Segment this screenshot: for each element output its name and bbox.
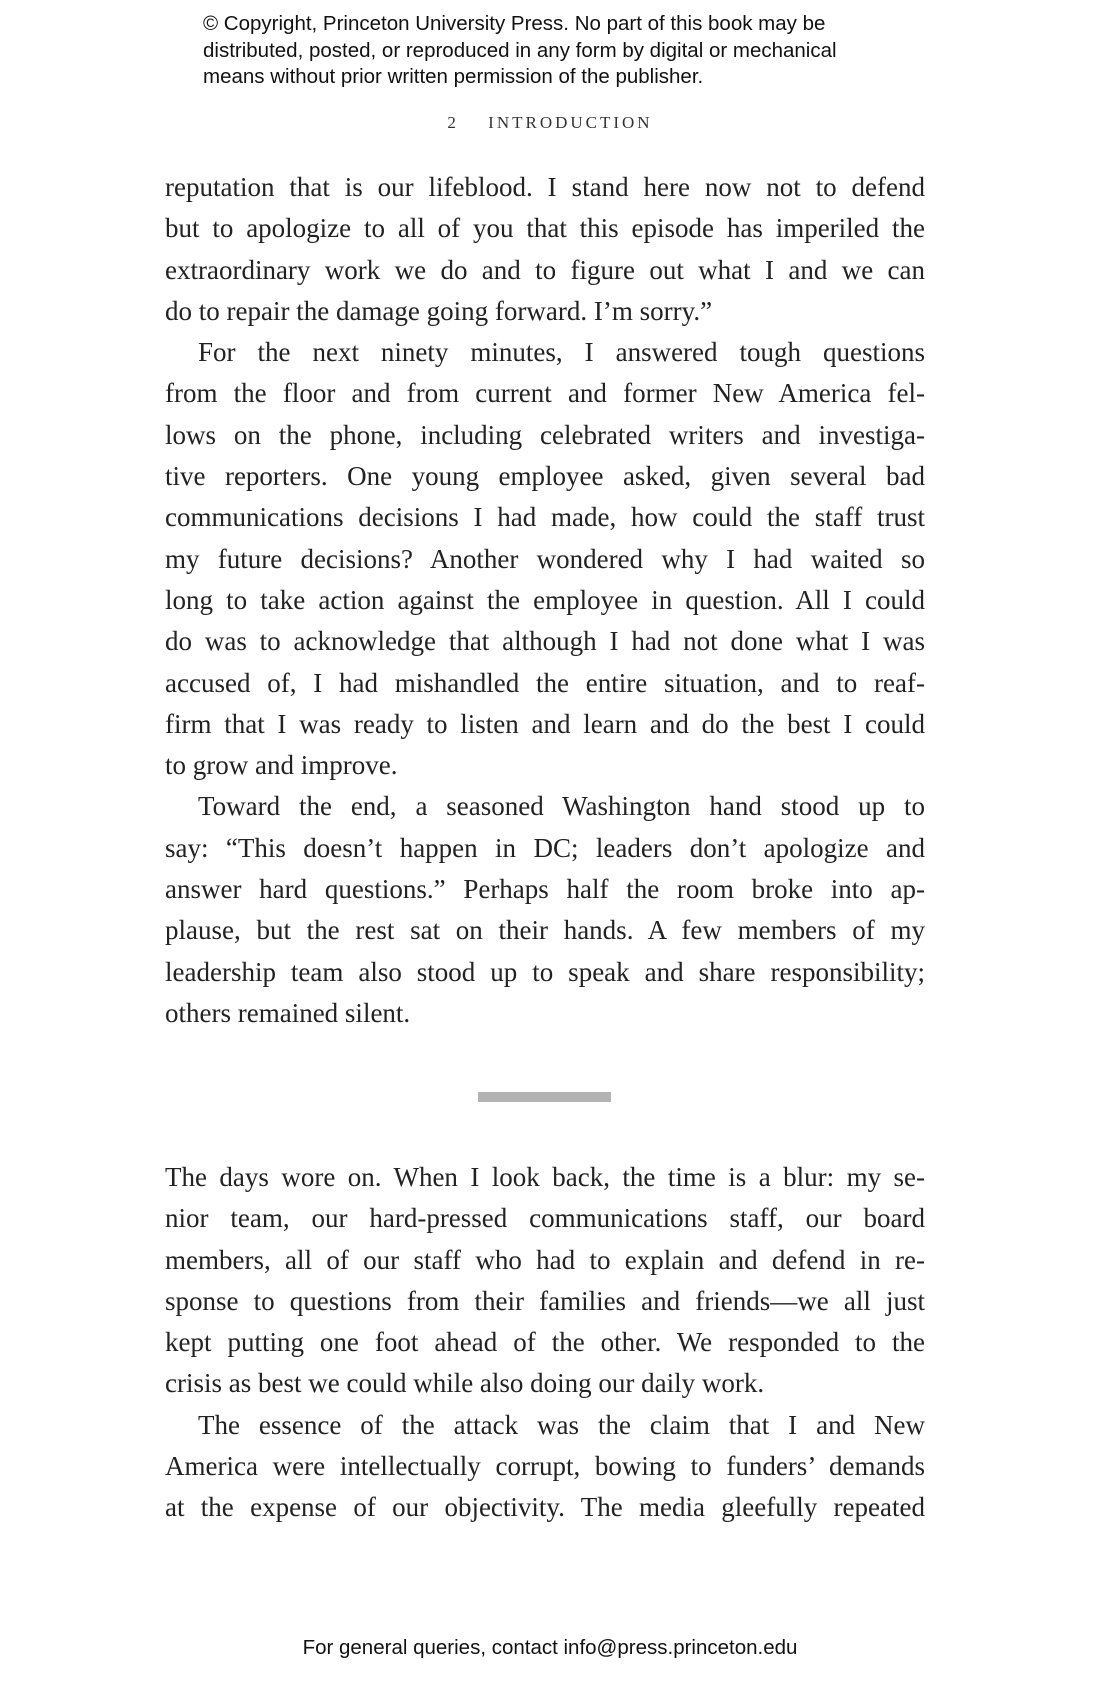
text-line: crisis as best we could while also doing our daily work. bbox=[165, 1368, 765, 1399]
text-line: sponse to questions from their families and friends—we all just bbox=[165, 1285, 925, 1316]
text-line: do was to acknowledge that although I had not done what I was bbox=[165, 626, 925, 657]
text-line: communications decisions I had made, how could the staff trust bbox=[165, 502, 925, 533]
footer-contact: For general queries, contact info@press.princeton.edu bbox=[302, 1636, 798, 1659]
text-line: accused of, I had mishandled the entire situation, and to reaf- bbox=[165, 667, 925, 698]
text-line: The days wore on. When I look back, the time is a blur: my se- bbox=[165, 1162, 925, 1192]
copyright-line: means without prior written permission of the publisher. bbox=[203, 65, 704, 88]
text-line: extraordinary work we do and to figure out what I and we can bbox=[165, 254, 925, 285]
page-number: 2 bbox=[447, 113, 459, 132]
text-line: kept putting one foot ahead of the other. We responded to the bbox=[165, 1327, 925, 1358]
copyright-notice bbox=[203, 11, 923, 91]
text-line: nior team, our hard-pressed communications staff, our board bbox=[165, 1203, 925, 1234]
text-line: to grow and improve. bbox=[165, 750, 398, 781]
text-line: tive reporters. One young employee asked, given several bad bbox=[165, 461, 925, 492]
text-line: Toward the end, a seasoned Washington hand stood up to bbox=[198, 791, 925, 822]
text-line: firm that I was ready to listen and learn and do the best I could bbox=[165, 708, 925, 739]
text-line: For the next ninety minutes, I answered tough questions bbox=[198, 337, 925, 368]
text-line: at the expense of our objectivity. The media gleefully repeated bbox=[165, 1492, 925, 1523]
text-line: plause, but the rest sat on their hands. A few members of my bbox=[165, 915, 925, 946]
text-line: answer hard questions.” Perhaps half the room broke into ap- bbox=[165, 874, 925, 905]
body-section-2 bbox=[165, 1157, 925, 1529]
text-line: America were intellectually corrupt, bowing to funders’ demands bbox=[165, 1451, 925, 1482]
text-line: from the floor and from current and former New America fel- bbox=[165, 378, 925, 409]
text-line: leadership team also stood up to speak and share responsibility; bbox=[165, 956, 925, 987]
copyright-line: © Copyright, Princeton University Press. No part of this book may be bbox=[203, 12, 826, 35]
text-line: reputation that is our lifeblood. I stand here now not to defend bbox=[165, 172, 925, 202]
chapter-title: INTRODUCTION bbox=[488, 113, 653, 132]
text-line: do to repair the damage going forward. I’m sorry.” bbox=[165, 295, 713, 326]
text-line: others remained silent. bbox=[165, 997, 411, 1028]
copyright-line: distributed, posted, or reproduced in any form by digital or mechanical bbox=[203, 38, 837, 62]
text-line: The essence of the attack was the claim that I and New bbox=[198, 1409, 925, 1440]
text-line: say: “This doesn’t happen in DC; leaders don’t apologize and bbox=[165, 832, 925, 863]
text-line: lows on the phone, including celebrated writers and investiga- bbox=[165, 419, 925, 450]
body-section-1 bbox=[165, 167, 925, 1034]
text-line: but to apologize to all of you that this episode has imperiled the bbox=[165, 213, 925, 244]
text-line: my future decisions? Another wondered why I had waited so bbox=[165, 543, 925, 574]
text-line: members, all of our staff who had to explain and defend in re- bbox=[165, 1244, 925, 1275]
text-line: long to take action against the employee in question. All I could bbox=[165, 584, 925, 615]
section-break-divider bbox=[478, 1092, 611, 1102]
running-head bbox=[0, 113, 1100, 133]
